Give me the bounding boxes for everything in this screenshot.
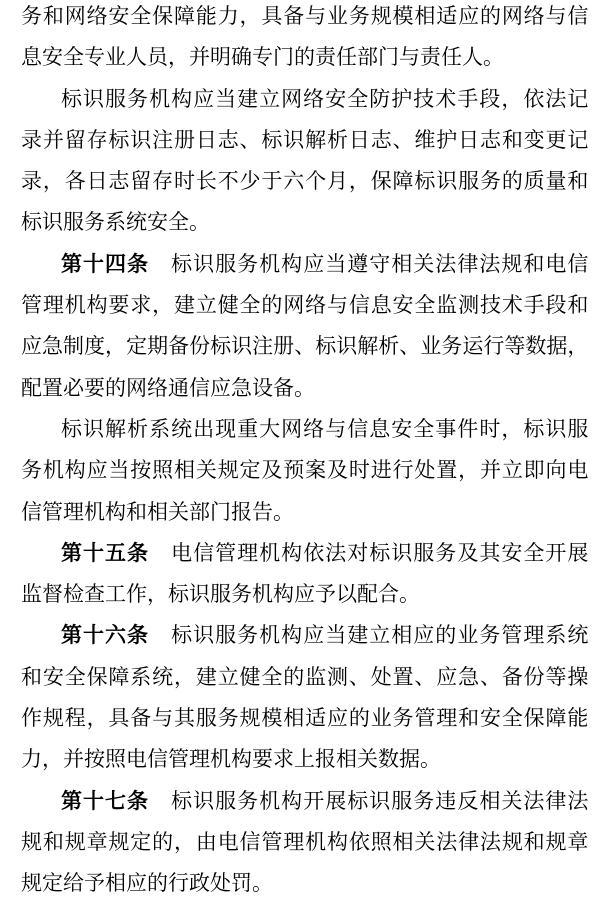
text-line: 应急制度，定期备份标识注册、标识解析、业务运行等数据，: [21, 334, 588, 359]
text-line: 作规程，具备与其服务规模相适应的业务管理和安全保障能: [21, 706, 588, 731]
article-number: 第十四条: [61, 251, 150, 276]
text-line: 标识服务系统安全。: [21, 210, 210, 235]
text-line: 息安全专业人员，并明确专门的责任部门与责任人。: [21, 45, 504, 70]
text-line: 录并留存标识注册日志、标识解析日志、维护日志和变更记: [21, 127, 588, 152]
article-number: 第十五条: [61, 540, 150, 565]
text-line: 规定给予相应的行政处罚。: [21, 871, 273, 896]
text-line: 管理机构要求，建立健全的网络与信息安全监测技术手段和: [21, 293, 588, 318]
text-line: 务机构应当按照相关规定及预案及时进行处置，并立即向电: [21, 458, 588, 483]
text-line: 第十七条 标识服务机构开展标识服务违反相关法律法: [61, 788, 588, 813]
text-line: 规和规章规定的，由电信管理机构依照相关法律法规和规章: [21, 829, 588, 854]
text-line: 标识解析系统出现重大网络与信息安全事件时，标识服: [61, 416, 588, 441]
text-line: 第十五条 电信管理机构依法对标识服务及其安全开展: [61, 540, 588, 565]
text-line: 监督检查工作，标识服务机构应予以配合。: [21, 582, 420, 607]
article-number: 第十七条: [61, 788, 150, 813]
text-line: 和安全保障系统，建立健全的监测、处置、应急、备份等操: [21, 664, 588, 689]
text-line: 第十四条 标识服务机构应当遵守相关法律法规和电信: [61, 251, 588, 276]
text-line: 录，各日志留存时长不少于六个月，保障标识服务的质量和: [21, 169, 588, 194]
text-line: 第十六条 标识服务机构应当建立相应的业务管理系统: [61, 623, 588, 648]
text-line: 信管理机构和相关部门报告。: [21, 499, 294, 524]
text-line: 标识服务机构应当建立网络安全防护技术手段，依法记: [61, 86, 588, 111]
article-number: 第十六条: [61, 623, 150, 648]
text-line: 配置必要的网络通信应急设备。: [21, 375, 315, 400]
text-line: 力，并按照电信管理机构要求上报相关数据。: [21, 747, 441, 772]
text-line: 务和网络安全保障能力，具备与业务规模相适应的网络与信: [21, 4, 588, 28]
